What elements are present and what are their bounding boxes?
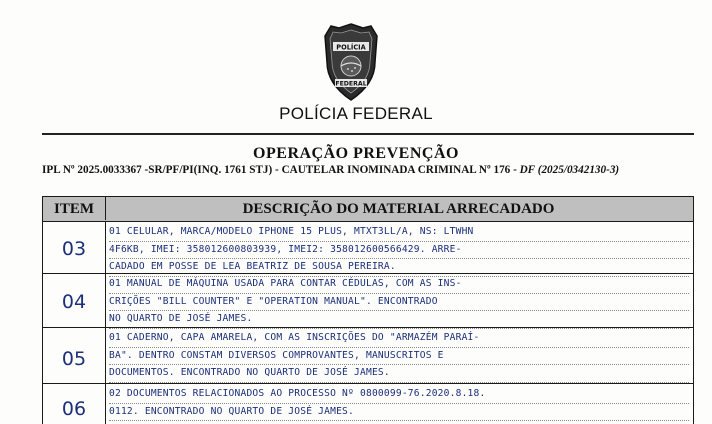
item-number: 06 bbox=[61, 398, 87, 420]
table-row bbox=[42, 222, 694, 274]
case-reference-suffix: DF (2025/0342130-3) bbox=[519, 164, 620, 176]
agency-name: POLÍCIA FEDERAL bbox=[279, 104, 433, 123]
description-line: NO QUARTO DE JOSÉ JAMES. bbox=[109, 311, 689, 329]
description-cell bbox=[109, 224, 689, 277]
description-cell bbox=[109, 330, 689, 383]
description-cell bbox=[109, 276, 689, 329]
description-line: CRIÇÕES "BILL COUNTER" E "OPERATION MANUAL". ENCONTRADO bbox=[109, 294, 689, 312]
item-number: 04 bbox=[61, 291, 87, 313]
table-row bbox=[42, 328, 694, 384]
description-line: 02 DOCUMENTOS RELACIONADOS AO PROCESSO Nº 0800099-76.2020.8.18. bbox=[109, 386, 689, 404]
operation-title: OPERAÇÃO PREVENÇÃO bbox=[253, 145, 459, 162]
description-line: 01 MANUAL DE MÁQUINA USADA PARA CONTAR CÉDULAS, COM AS INS- bbox=[109, 276, 689, 294]
description-line: CADADO EM POSSE DE LEA BEATRIZ DE SOUSA PEREIRA. bbox=[109, 259, 689, 277]
column-header-item: ITEM bbox=[43, 197, 106, 220]
column-header-description: DESCRIÇÃO DO MATERIAL ARRECADADO bbox=[242, 201, 555, 217]
description-line: BA". DENTRO CONSTAM DIVERSOS COMPROVANTES, MANUSCRITOS E bbox=[109, 348, 689, 366]
description-cell bbox=[109, 386, 689, 421]
description-line: 4F6KB, IMEI: 358012600803939, IMEI2: 358012600566429. ARRE- bbox=[109, 242, 689, 260]
svg-text:POLÍCIA: POLÍCIA bbox=[336, 43, 366, 52]
item-number-cell bbox=[43, 384, 106, 424]
item-number: 05 bbox=[61, 348, 87, 370]
description-line: 0112. ENCONTRADO NO QUARTO DE JOSÉ JAMES. bbox=[109, 404, 689, 422]
policia-federal-badge-icon bbox=[319, 22, 383, 102]
description-line: 01 CELULAR, MARCA/MODELO IPHONE 15 PLUS, MTXT3LL/A, NS: LTWHN bbox=[109, 224, 689, 242]
table-header bbox=[42, 196, 694, 222]
svg-text:FEDERAL: FEDERAL bbox=[335, 80, 367, 88]
case-reference-main: IPL Nº 2025.0033367 -SR/PF/PI(INQ. 1761 STJ) - CAUTELAR INOMINADA CRIMINAL Nº 176 - bbox=[42, 164, 520, 176]
description-line: 01 CADERNO, CAPA AMARELA, COM AS INSCRIÇÕES DO "ARMAZÉM PARAÍ- bbox=[109, 330, 689, 348]
item-number-cell bbox=[43, 274, 106, 327]
item-number-cell bbox=[43, 328, 106, 383]
table-row bbox=[42, 274, 694, 328]
case-reference bbox=[42, 164, 702, 176]
header-divider bbox=[42, 133, 694, 135]
item-number: 03 bbox=[61, 238, 87, 260]
item-number-cell bbox=[43, 222, 106, 273]
table-row bbox=[42, 384, 694, 424]
description-line: DOCUMENTOS. ENCONTRADO NO QUARTO DE JOSÉ JAMES. bbox=[109, 365, 689, 383]
